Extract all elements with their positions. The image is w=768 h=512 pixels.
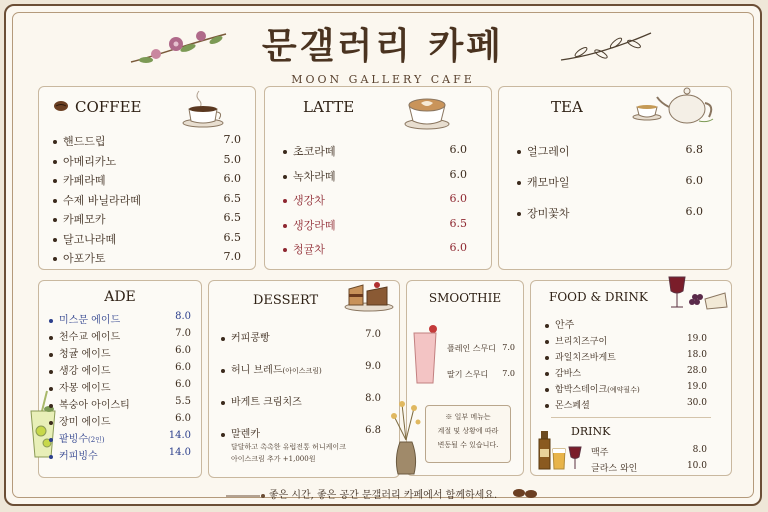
coffee-beans-icon — [512, 486, 538, 500]
latte-item-price: 6.5 — [449, 216, 467, 230]
smoothie-item — [447, 343, 496, 354]
ade-item-name: 커피빙수 — [59, 451, 98, 462]
coffee-item-name: 카페라떼 — [63, 174, 106, 187]
ade-item-price: 14.0 — [168, 430, 191, 441]
food-item-price: 28.0 — [686, 366, 707, 376]
tea-item — [517, 205, 570, 221]
food-item-price: 19.0 — [686, 334, 707, 344]
ade-title: ADE — [104, 289, 136, 305]
ade-item-name: 복숭아 아이스티 — [59, 400, 130, 411]
dessert-item-name: 바게트 크림치즈 — [231, 397, 302, 408]
coffee-item — [53, 231, 116, 247]
tea-section — [498, 86, 732, 270]
latte-art-cup-icon — [399, 91, 455, 131]
ade-item-name: 천수교 에이드 — [59, 332, 121, 343]
food-item — [591, 445, 608, 458]
flower-vase-icon — [386, 394, 426, 480]
beer-wine-icon — [537, 427, 589, 471]
ade-item-price: 14.0 — [168, 447, 191, 458]
tea-item-name: 얼그레이 — [527, 145, 570, 158]
ade-item-price: 6.0 — [175, 379, 191, 390]
ade-item-price: 5.5 — [175, 396, 191, 407]
latte-item — [283, 168, 336, 184]
bullet-dot — [53, 140, 57, 144]
latte-item — [283, 192, 325, 208]
bullet-dot — [49, 438, 53, 442]
bullet-dot — [53, 218, 57, 222]
food-item — [591, 461, 637, 474]
tea-item-price: 6.0 — [685, 174, 703, 187]
coffee-item-name: 카페모카 — [63, 213, 106, 226]
ade-item — [49, 447, 98, 462]
tea-item-name: 장미꽃차 — [527, 207, 570, 220]
coffee-item-price: 6.5 — [223, 191, 241, 205]
latte-item-price: 6.0 — [449, 241, 467, 254]
food-drink-title: FOOD & DRINK — [549, 290, 648, 304]
bullet-dot — [517, 150, 521, 154]
dessert-item-name: 커피콩빵 — [231, 333, 270, 344]
dessert-note-1: 달달하고 촉촉한 유럽전통 허니케이크 — [231, 443, 346, 451]
bullet-dot — [53, 257, 57, 261]
drink-title: DRINK — [571, 425, 611, 438]
bullet-dot — [283, 199, 287, 203]
coffee-item — [53, 133, 106, 149]
dessert-section — [208, 280, 400, 478]
smoothie-item-price: 7.0 — [502, 343, 515, 352]
bullet-dot — [49, 370, 53, 374]
bullet-dot — [545, 356, 549, 360]
ade-item-price: 6.0 — [175, 413, 191, 424]
dessert-title: DESSERT — [253, 293, 319, 308]
coffee-item-name: 아메리카노 — [63, 154, 117, 168]
smoothie-glass-icon — [411, 323, 441, 387]
bullet-dot — [49, 404, 53, 408]
ade-item — [49, 345, 110, 360]
ade-item — [49, 362, 110, 377]
cake-slice-icon — [343, 277, 395, 313]
bullet-dot — [545, 404, 549, 408]
ade-item-price: 6.0 — [175, 345, 191, 356]
dessert-item-price: 6.8 — [365, 425, 381, 436]
coffee-bean-icon — [53, 100, 69, 112]
coffee-item-price: 5.0 — [223, 152, 241, 166]
tea-item — [517, 174, 570, 190]
food-item-name: 과일치즈바게트 — [555, 353, 616, 363]
ade-item-name: 팥빙수 — [59, 434, 88, 445]
tea-item-price: 6.8 — [685, 143, 703, 156]
ade-item-price: 7.0 — [175, 328, 191, 339]
smoothie-item — [447, 369, 488, 380]
tea-title: TEA — [551, 98, 583, 116]
food-item — [545, 366, 581, 379]
food-item-name: 브리치즈구이 — [555, 337, 608, 347]
bullet-dot — [221, 337, 225, 341]
food-item-price: 30.0 — [686, 398, 707, 408]
bullet-dot — [221, 401, 225, 405]
footer-text: 좋은 시간, 좋은 공간 문갤러리 카페에서 함께하세요. — [268, 490, 498, 501]
smoothie-item-name: 딸기 스무디 — [447, 370, 489, 379]
bullet-dot — [53, 238, 57, 242]
menu-board — [4, 4, 762, 506]
notice-line-2: 계절 및 상황에 따라 — [437, 427, 499, 435]
dessert-item-price: 9.0 — [365, 361, 381, 372]
ade-section — [38, 280, 202, 478]
bullet-dot — [53, 160, 57, 164]
teapot-icon — [629, 79, 719, 127]
ade-item — [49, 396, 130, 411]
bullet-dot — [517, 181, 521, 185]
wine-cheese-icon — [665, 269, 735, 317]
dessert-item-name: 허니 브레드 — [231, 365, 283, 376]
coffee-item — [53, 192, 141, 208]
coffee-item — [53, 153, 116, 169]
coffee-title: COFFEE — [75, 98, 142, 116]
dessert-note-2: 아이스크림 추가 +1,000원 — [231, 455, 316, 463]
food-item-name: 맥주 — [591, 448, 609, 458]
bullet-dot — [53, 179, 57, 183]
smoothie-title: SMOOTHIE — [428, 291, 502, 305]
bullet-dot — [283, 150, 287, 154]
dessert-item-price: 7.0 — [365, 329, 381, 340]
latte-item-name: 초코라떼 — [293, 145, 336, 158]
coffee-item — [53, 172, 106, 188]
coffee-item-price: 6.0 — [223, 172, 241, 185]
ade-item-name: 자몽 에이드 — [59, 383, 111, 394]
ade-item — [49, 413, 110, 428]
dessert-item — [221, 361, 322, 376]
bullet-dot — [49, 319, 53, 323]
coffee-item-name: 달고나라떼 — [63, 232, 117, 246]
bullet-dot — [221, 369, 225, 373]
food-drink-section — [530, 280, 732, 476]
bullet-dot — [221, 433, 225, 437]
latte-item — [283, 143, 336, 159]
coffee-item-price: 7.0 — [223, 250, 241, 263]
bullet-dot — [49, 336, 53, 340]
food-item-name: 글라스 와인 — [591, 464, 638, 474]
food-item-price: 10.0 — [686, 461, 707, 471]
dessert-item-price: 8.0 — [365, 393, 381, 404]
bullet-dot — [49, 353, 53, 357]
food-item — [545, 350, 616, 363]
ade-item-price: 8.0 — [175, 311, 191, 322]
latte-item — [283, 217, 336, 233]
tea-item — [517, 143, 570, 159]
food-item-price: 8.0 — [692, 445, 707, 455]
bullet-dot — [53, 199, 57, 203]
coffee-section — [38, 86, 256, 270]
ade-item-price: 6.0 — [175, 362, 191, 373]
dessert-item — [221, 393, 302, 408]
dessert-item — [221, 425, 260, 440]
bullet-dot — [49, 455, 53, 459]
latte-item-price: 6.0 — [449, 167, 467, 181]
bullet-dot — [49, 387, 53, 391]
coffee-item-price: 6.5 — [223, 230, 241, 244]
latte-item-price: 6.0 — [449, 143, 467, 156]
tea-item-price: 6.0 — [685, 205, 703, 218]
food-item-name: 몬스페셜 — [555, 401, 590, 411]
bullet-dot — [283, 248, 287, 252]
coffee-item-name: 아포가토 — [63, 252, 106, 265]
latte-item-name: 생강차 — [293, 194, 325, 207]
food-item-name: 감바스 — [555, 369, 582, 379]
coffee-item-price: 6.5 — [223, 211, 241, 224]
food-item — [545, 398, 590, 411]
notice-line-3: 변동될 수 있습니다. — [437, 441, 499, 449]
coffee-item — [53, 211, 106, 227]
ade-item — [49, 328, 120, 343]
food-item-price: 18.0 — [686, 350, 707, 360]
coffee-cup-icon — [179, 89, 227, 129]
smoothie-item-name: 플레인 스무디 — [447, 344, 496, 353]
dessert-item-note: (아이스크림) — [282, 367, 322, 375]
coffee-item-price: 7.0 — [223, 133, 241, 146]
tea-item-name: 캐모마일 — [527, 176, 570, 189]
ade-item-name: 청귤 에이드 — [59, 349, 111, 360]
food-group-text: 안주 — [555, 320, 575, 331]
coffee-item-name: 수제 바닐라라떼 — [63, 193, 141, 207]
dessert-item-name: 말렌카 — [231, 429, 260, 440]
latte-item-name: 청귤차 — [293, 243, 325, 256]
smoothie-item-price: 7.0 — [502, 369, 515, 378]
latte-item-price: 6.0 — [449, 192, 467, 205]
latte-item — [283, 241, 325, 257]
bullet-dot — [545, 388, 549, 392]
food-item — [545, 334, 607, 347]
food-divider — [551, 417, 711, 418]
latte-item-name: 생강라떼 — [293, 218, 336, 232]
page-subtitle: MOON GALLERY CAFE — [291, 73, 475, 86]
food-item-name: 함박스테이크 — [555, 385, 608, 395]
ade-item-note: (2인) — [87, 436, 105, 444]
coffee-item — [53, 250, 106, 266]
dessert-item — [221, 329, 270, 344]
bullet-dot — [545, 372, 549, 376]
latte-item-name: 녹차라떼 — [293, 169, 336, 183]
food-item-price: 19.0 — [686, 382, 707, 392]
food-item — [545, 382, 640, 395]
ade-item — [49, 430, 105, 445]
ade-item-name: 생강 에이드 — [59, 366, 111, 377]
ade-item — [49, 379, 110, 394]
ade-item — [49, 311, 120, 326]
bullet-dot — [49, 421, 53, 425]
bullet-dot — [545, 340, 549, 344]
ade-item-name: 미스문 에이드 — [59, 315, 121, 326]
latte-title: LATTE — [303, 98, 355, 116]
bullet-dot — [283, 175, 287, 179]
ade-item-name: 장미 에이드 — [59, 417, 111, 428]
bullet-dot — [517, 212, 521, 216]
notice-line-1: ※ 일부 메뉴는 — [445, 413, 491, 421]
food-group-label — [545, 316, 574, 331]
latte-section — [264, 86, 492, 270]
bullet-dot — [283, 224, 287, 228]
food-item-note: (예약필수) — [607, 386, 640, 394]
page-title: 문갤러리 카페 — [261, 25, 505, 67]
coffee-item-name: 핸드드립 — [63, 135, 106, 148]
